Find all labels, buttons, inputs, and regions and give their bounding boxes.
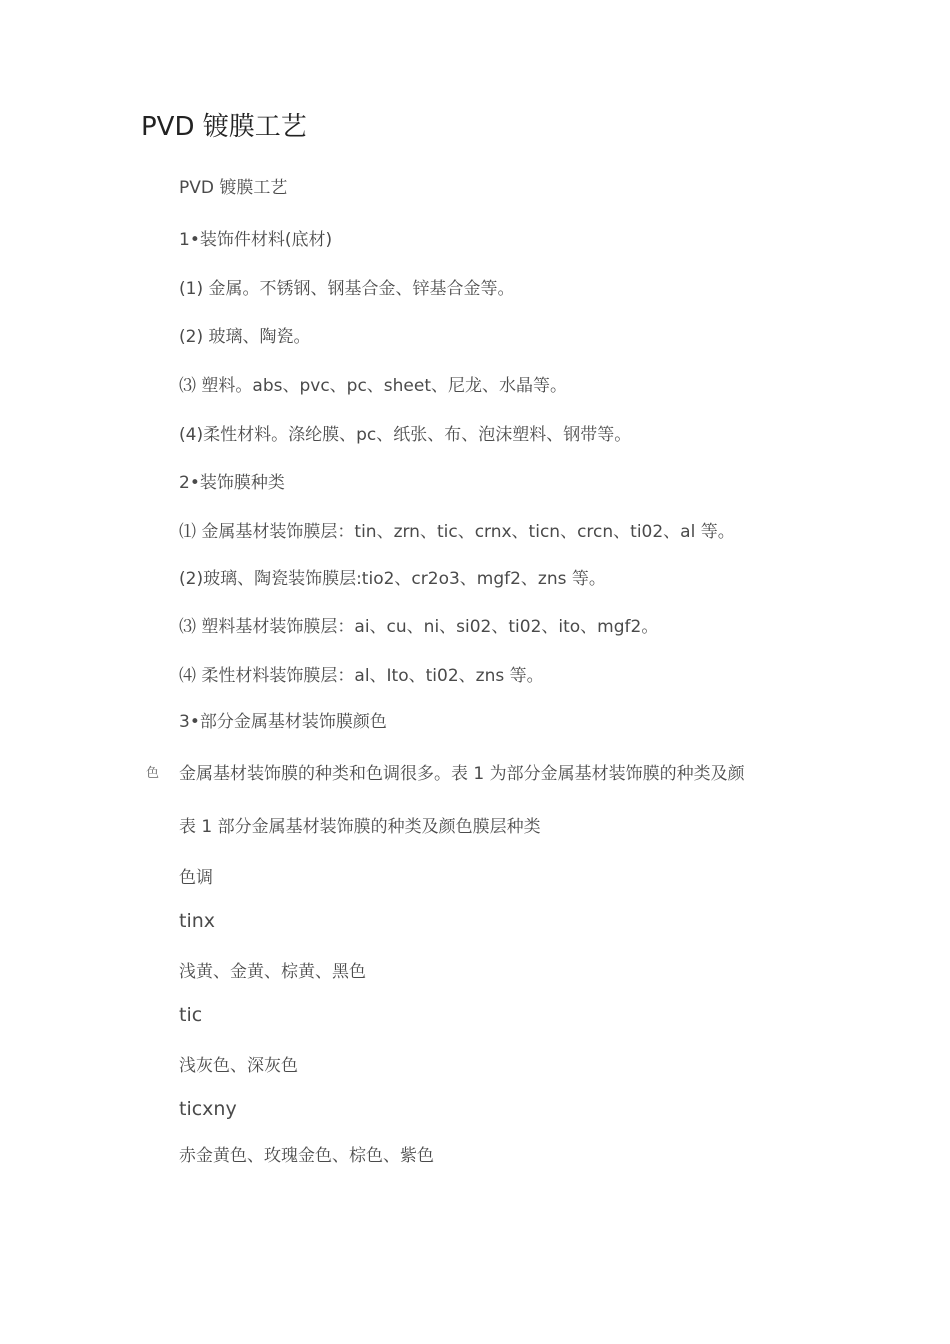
film-type-tinx: tinx [179,910,216,932]
section-heading-colors: 3•部分金属基材装饰膜颜色 [179,712,387,732]
document-subtitle: PVD 镀膜工艺 [179,178,288,198]
table-caption: 表 1 部分金属基材装饰膜的种类及颜色膜层种类 [179,817,541,837]
film-color-tic: 浅灰色、深灰色 [179,1056,298,1076]
table-header-tone: 色调 [179,868,213,888]
film-color-ticxny: 赤金黄色、玫瑰金色、棕色、紫色 [179,1146,434,1166]
film-type-ticxny: ticxny [179,1098,237,1120]
paragraph-metal-film: ⑴ 金属基材装饰膜层：tin、zrn、tic、crnx、ticn、crcn、ti02、al 等。 [179,522,735,542]
paragraph-glass: (2) 玻璃、陶瓷。 [179,327,311,347]
film-type-tic: tic [179,1004,203,1026]
paragraph-colors-intro: 金属基材装饰膜的种类和色调很多。表 1 为部分金属基材装饰膜的种类及颜 [179,764,745,784]
margin-note: 色 [146,766,160,781]
paragraph-flexible-film: ⑷ 柔性材料装饰膜层：al、Ito、ti02、zns 等。 [179,666,544,686]
paragraph-metal: (1) 金属。不锈钢、钢基合金、锌基合金等。 [179,279,515,299]
paragraph-glass-film: (2)玻璃、陶瓷装饰膜层:tio2、cr2o3、mgf2、zns 等。 [179,569,606,589]
paragraph-plastic: ⑶ 塑料。abs、pvc、pc、sheet、尼龙、水晶等。 [179,376,568,396]
film-color-tinx: 浅黄、金黄、棕黄、黑色 [179,962,366,982]
section-heading-film-types: 2•装饰膜种类 [179,473,285,493]
paragraph-plastic-film: ⑶ 塑料基材装饰膜层：ai、cu、ni、si02、ti02、ito、mgf2。 [179,617,659,637]
section-heading-materials: 1•装饰件材料(底材) [179,230,333,250]
document-title: PVD 镀膜工艺 [141,112,307,142]
paragraph-flexible: (4)柔性材料。涤纶膜、pc、纸张、布、泡沫塑料、钢带等。 [179,425,632,445]
